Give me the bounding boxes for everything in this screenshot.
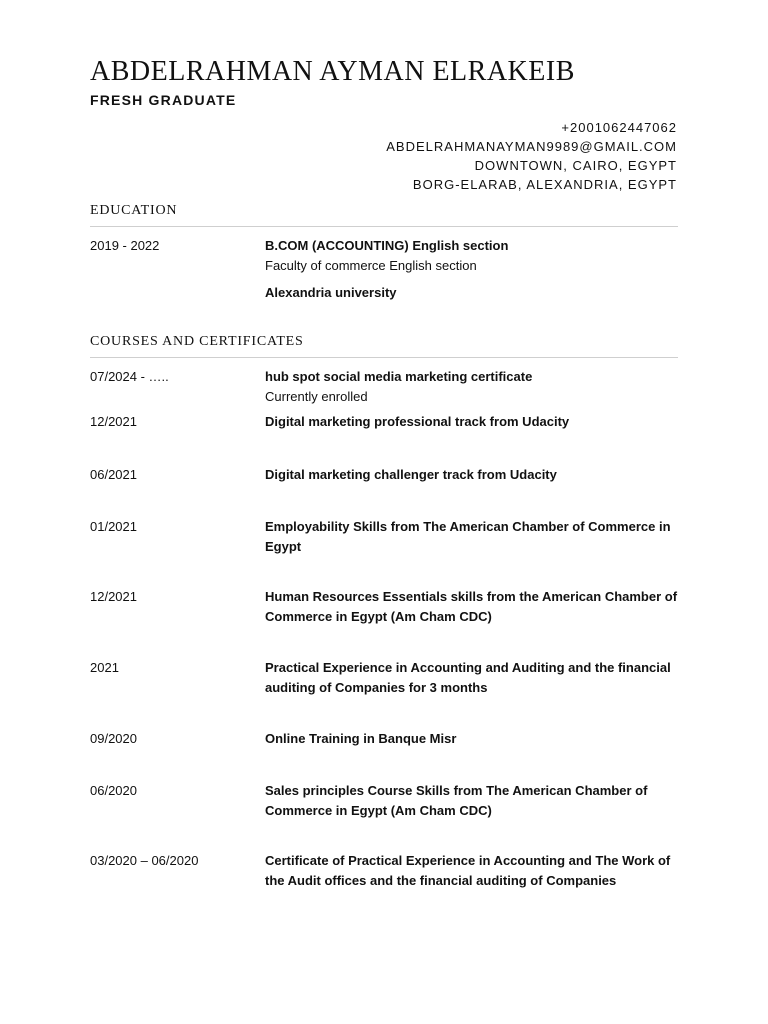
email-address: ABDELRAHMANAYMAN9989@GMAIL.COM <box>386 139 677 154</box>
course-title: Online Training in Banque Misr <box>265 731 457 746</box>
course-status: Currently enrolled <box>265 389 368 404</box>
address-line-1: DOWNTOWN, CAIRO, EGYPT <box>474 158 677 173</box>
job-title: FRESH GRADUATE <box>90 92 237 108</box>
course-date: 12/2021 <box>90 414 137 429</box>
education-heading: EDUCATION <box>90 202 678 227</box>
course-date: 09/2020 <box>90 731 137 746</box>
full-name: ABDELRAHMAN AYMAN ELRAKEIB <box>90 56 575 87</box>
course-details <box>265 367 679 407</box>
courses-heading: COURSES AND CERTIFICATES <box>90 333 678 358</box>
course-title: Digital marketing challenger track from Udacity <box>265 467 557 482</box>
address-line-2: BORG-ELARAB, ALEXANDRIA, EGYPT <box>412 177 677 192</box>
faculty: Faculty of commerce English section <box>265 258 477 273</box>
course-title: Digital marketing professional track from Udacity <box>265 414 570 429</box>
course-date: 03/2020 – 06/2020 <box>90 853 199 868</box>
education-details <box>265 236 679 303</box>
degree: B.COM (ACCOUNTING) English section <box>265 238 509 253</box>
course-date: 06/2020 <box>90 783 137 798</box>
course-title: Sales principles Course Skills from The American Chamber of Commerce in Egypt (Am Cham CDC) <box>265 783 648 818</box>
course-title: Certificate of Practical Experience in Accounting and The Work of the Audit offices and the financial auditing of Companies <box>265 853 671 888</box>
contact-block <box>386 118 677 194</box>
course-title: hub spot social media marketing certificate <box>265 369 533 384</box>
university: Alexandria university <box>265 285 397 300</box>
education-date: 2019 - 2022 <box>90 238 160 253</box>
course-title: Human Resources Essentials skills from the American Chamber of Commerce in Egypt (Am Cham CDC) <box>265 589 678 624</box>
course-date: 12/2021 <box>90 589 137 604</box>
phone-number: +2001062447062 <box>561 120 677 135</box>
course-title: Employability Skills from The American Chamber of Commerce in Egypt <box>265 519 671 554</box>
course-date: 01/2021 <box>90 519 137 534</box>
course-date: 07/2024 - ….. <box>90 369 169 384</box>
education-entry <box>90 236 678 306</box>
course-date: 06/2021 <box>90 467 137 482</box>
course-date: 2021 <box>90 660 119 675</box>
course-title: Practical Experience in Accounting and Auditing and the financial auditing of Companies for 3 months <box>265 660 671 695</box>
